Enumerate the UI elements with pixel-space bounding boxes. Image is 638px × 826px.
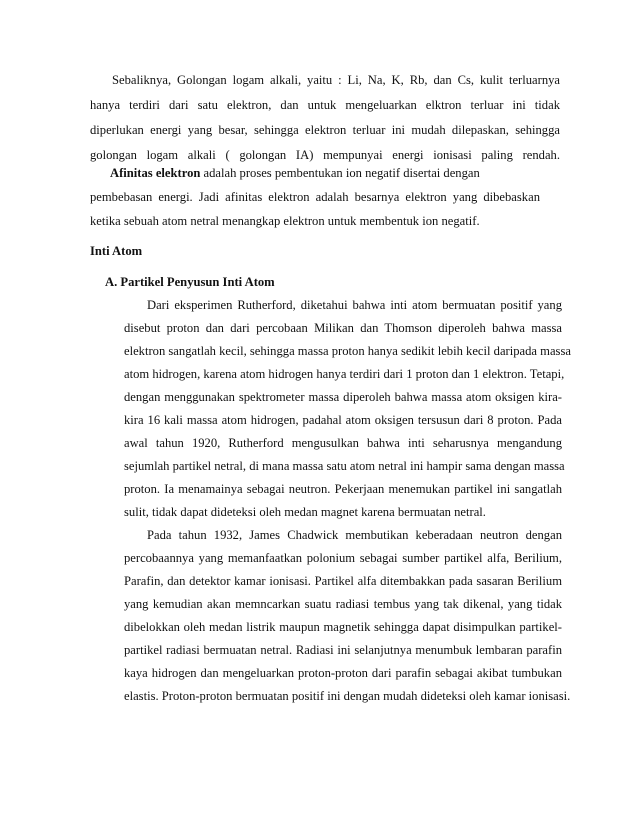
rutherford-line-6: kira 16 kali massa atom hidrogen, padahal atom oksigen tersusun dari 8 proton. Pada xyxy=(124,413,562,427)
chadwick-line-3: Parafin, dan detektor kamar ionisasi. Partikel alfa ditembakkan pada sasaran Berilium xyxy=(124,574,562,588)
intro-line-2: hanya terdiri dari satu elektron, dan untuk mengeluarkan elktron terluar ini tidak xyxy=(90,98,560,112)
chadwick-line-4: yang kemudian akan memncarkan suatu radiasi tembus yang tak dikenal, yang tidak xyxy=(124,597,562,611)
chadwick-line-6: partikel radiasi bermuatan netral. Radiasi ini selanjutnya menumbuk lembaran parafin xyxy=(124,643,562,657)
section-heading: Inti Atom xyxy=(90,244,143,258)
intro-line-3: diperlukan energi yang besar, sehingga elektron terluar ini mudah dilepaskan, sehingga xyxy=(90,123,560,137)
rutherford-line-4: atom hidrogen, karena atom hidrogen hanya terdiri dari 1 proton dan 1 elektron. Tetapi, xyxy=(124,367,565,381)
rutherford-line-9: proton. Ia menamainya sebagai neutron. Pekerjaan menemukan partikel ini sangatlah xyxy=(124,482,562,496)
chadwick-line-8: elastis. Proton-proton bermuatan positif ini dengan mudah dideteksi oleh kamar ionisasi. xyxy=(124,689,571,703)
rutherford-line-2: disebut proton dan dari percobaan Milikan dan Thomson diperoleh bahwa massa xyxy=(124,321,562,335)
intro-line-1: Sebaliknya, Golongan logam alkali, yaitu : Li, Na, K, Rb, dan Cs, kulit terluarnya xyxy=(112,73,560,87)
rutherford-line-10: sulit, tidak dapat dideteksi oleh medan magnet karena bermuatan netral. xyxy=(124,505,486,519)
chadwick-line-5: dibelokkan oleh medan listrik maupun magnetik sehingga dapat disimpulkan partikel- xyxy=(124,620,562,634)
afinitas-line-1 xyxy=(110,165,480,181)
afinitas-line-1-rest: adalah proses pembentukan ion negatif disertai dengan xyxy=(200,166,480,180)
chadwick-line-7: kaya hidrogen dan mengeluarkan proton-proton dari parafin sebagai akibat tumbukan xyxy=(124,666,562,680)
afinitas-term: Afinitas elektron xyxy=(110,166,201,180)
afinitas-line-2: pembebasan energi. Jadi afinitas elektron adalah besarnya elektron yang dibebaskan xyxy=(90,190,540,204)
rutherford-line-7: awal tahun 1920, Rutherford mengusulkan bahwa inti seharusnya mengandung xyxy=(124,436,562,450)
rutherford-line-1: Dari eksperimen Rutherford, diketahui bahwa inti atom bermuatan positif yang xyxy=(147,298,562,312)
afinitas-line-3: ketika sebuah atom netral menangkap elektron untuk membentuk ion negatif. xyxy=(90,214,480,228)
intro-line-4: golongan logam alkali ( golongan IA) mempunyai energi ionisasi paling rendah. xyxy=(90,148,560,162)
subsection-heading: A. Partikel Penyusun Inti Atom xyxy=(105,275,275,289)
rutherford-line-8: sejumlah partikel netral, di mana massa satu atom netral ini hampir sama dengan massa xyxy=(124,459,565,473)
chadwick-line-1: Pada tahun 1932, James Chadwick membutikan keberadaan neutron dengan xyxy=(147,528,562,542)
chadwick-line-2: percobaannya yang memanfaatkan polonium sebagai sumber partikel alfa, Berilium, xyxy=(124,551,562,565)
rutherford-line-3: elektron sangatlah kecil, sehingga massa proton hanya sedikit lebih kecil daripada massa xyxy=(124,344,571,358)
rutherford-line-5: dengan menggunakan spektrometer massa diperoleh bahwa massa atom oksigen kira- xyxy=(124,390,562,404)
